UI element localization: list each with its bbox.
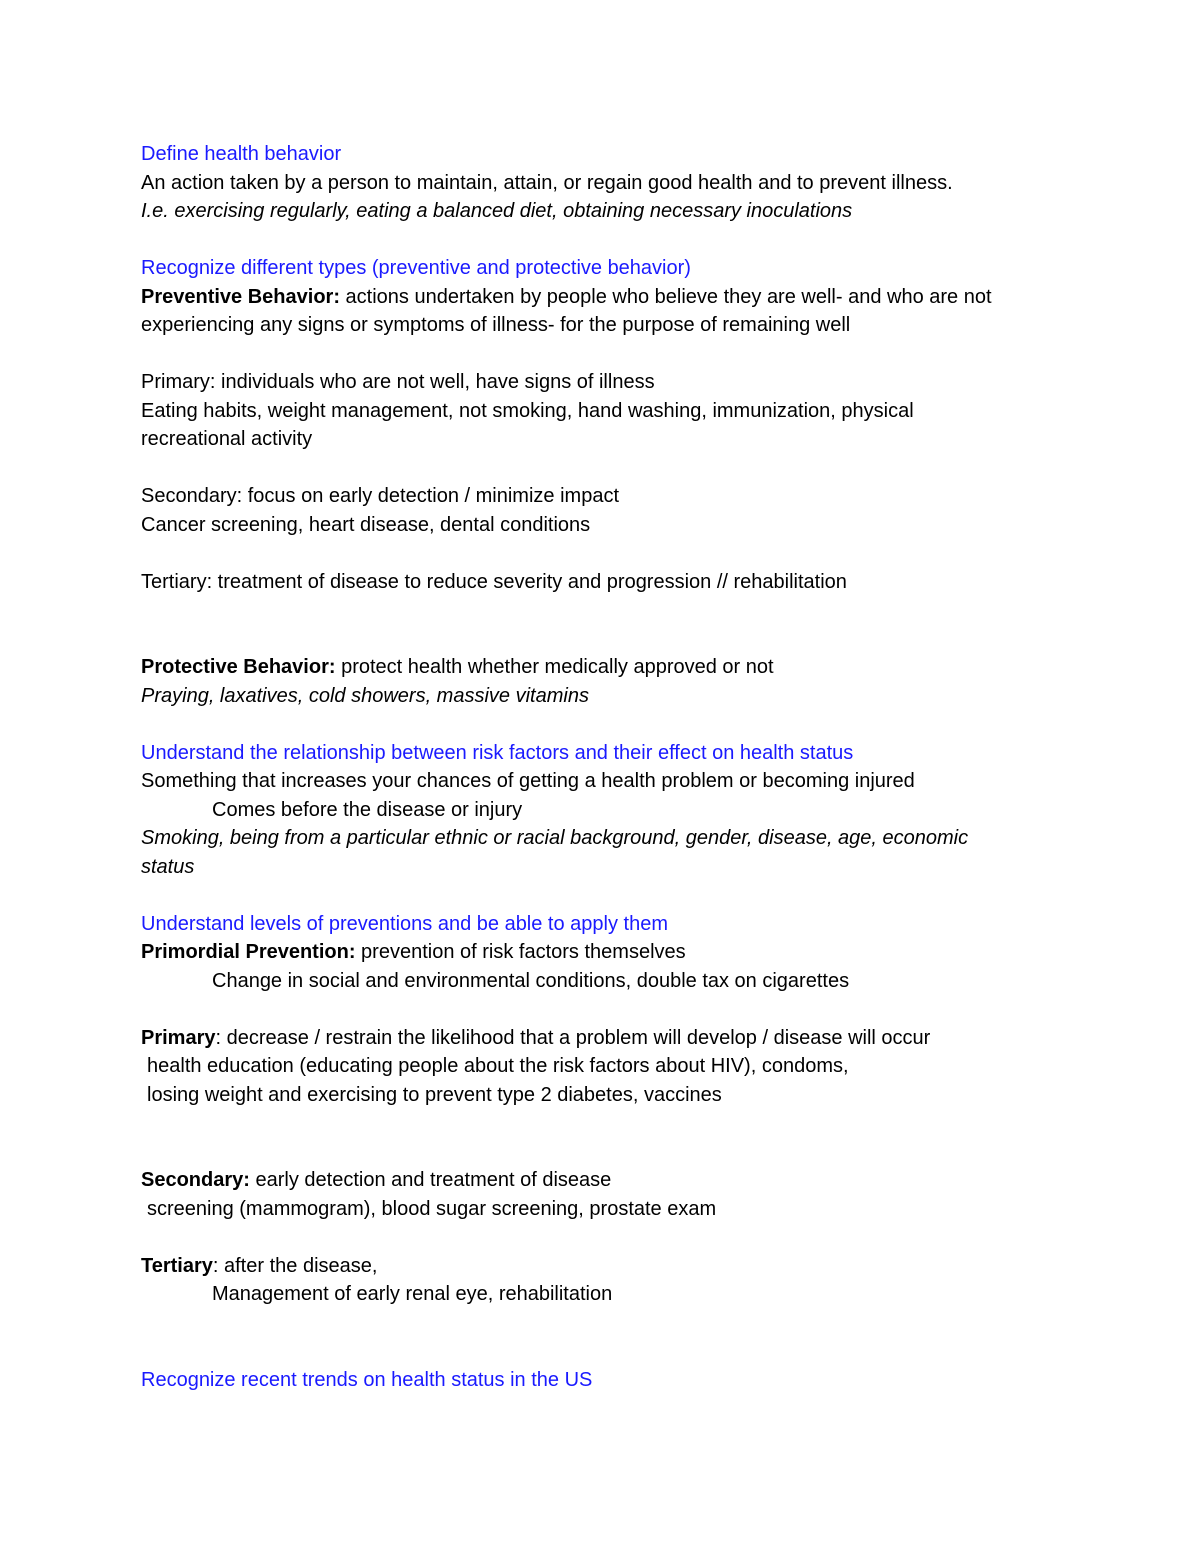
- preventive-behavior-line: [141, 283, 1091, 312]
- spacer: [141, 995, 1091, 1024]
- tertiary-prevention-line: [141, 1252, 1091, 1281]
- document-page: [141, 140, 1091, 1394]
- primary-behavior-line: Primary: individuals who are not well, have signs of illness: [141, 371, 655, 393]
- spacer: [141, 1109, 1091, 1138]
- secondary-prevention-label: Secondary:: [141, 1169, 250, 1191]
- tertiary-prevention-text: : after the disease,: [212, 1254, 378, 1277]
- tertiary-prevention-label: Tertiary: [141, 1254, 213, 1277]
- primary-prevention-line: [141, 1024, 1091, 1053]
- secondary-behavior-examples: Cancer screening, heart disease, dental conditions: [141, 513, 591, 536]
- health-behavior-definition: An action taken by a person to maintain, attain, or regain good health and to prevent illness.: [141, 171, 953, 194]
- primordial-prevention-example: Change in social and environmental conditions, double tax on cigarettes: [212, 969, 850, 992]
- primary-prevention-label: Primary: [141, 1026, 216, 1049]
- primordial-prevention-text: prevention of risk factors themselves: [355, 941, 686, 963]
- spacer: [141, 539, 1091, 568]
- preventive-behavior-label: Preventive Behavior:: [141, 285, 340, 308]
- primary-behavior-examples: Eating habits, weight management, not smoking, hand washing, immunization, physical: [141, 399, 914, 422]
- heading-health-trends: Recognize recent trends on health status in the US: [141, 1368, 593, 1391]
- spacer: [141, 625, 1091, 654]
- spacer: [141, 226, 1091, 255]
- primary-prevention-example-continued: losing weight and exercising to prevent type 2 diabetes, vaccines: [147, 1083, 722, 1106]
- secondary-prevention-line: [141, 1166, 1091, 1195]
- heading-prevention-levels: Understand levels of preventions and be able to apply them: [141, 912, 669, 935]
- spacer: [141, 710, 1091, 739]
- primary-prevention-example: health education (educating people about the risk factors about HIV), condoms,: [147, 1055, 849, 1077]
- tertiary-behavior-line: Tertiary: treatment of disease to reduce severity and progression // rehabilitation: [141, 570, 847, 593]
- risk-factors-definition: Something that increases your chances of getting a health problem or becoming injured: [141, 770, 915, 792]
- spacer: [141, 340, 1091, 369]
- risk-factors-example: Smoking, being from a particular ethnic or racial background, gender, disease, age, economic: [141, 827, 969, 849]
- spacer: [141, 454, 1091, 483]
- risk-factors-note: Comes before the disease or injury: [212, 798, 523, 821]
- risk-factors-example-continued: status: [141, 855, 195, 878]
- primary-behavior-examples-continued: recreational activity: [141, 428, 313, 450]
- spacer: [141, 1223, 1091, 1252]
- protective-behavior-text: protect health whether medically approved or not: [335, 656, 774, 678]
- health-behavior-example: I.e. exercising regularly, eating a balanced diet, obtaining necessary inoculations: [141, 200, 853, 222]
- heading-behavior-types: Recognize different types (preventive and protective behavior): [141, 257, 691, 279]
- secondary-behavior-line: Secondary: focus on early detection / minimize impact: [141, 485, 619, 507]
- primordial-prevention-line: [141, 938, 1091, 967]
- secondary-prevention-example: screening (mammogram), blood sugar screening, prostate exam: [147, 1197, 717, 1220]
- preventive-behavior-text-continued: experiencing any signs or symptoms of illness- for the purpose of remaining well: [141, 314, 851, 336]
- primary-prevention-text: : decrease / restrain the likelihood that a problem will develop / disease will occur: [215, 1026, 931, 1049]
- heading-define-health-behavior: Define health behavior: [141, 143, 342, 165]
- tertiary-prevention-example: Management of early renal eye, rehabilitation: [212, 1283, 613, 1305]
- spacer: [141, 1337, 1091, 1366]
- spacer: [141, 881, 1091, 910]
- secondary-prevention-text: early detection and treatment of disease: [249, 1169, 612, 1191]
- primordial-prevention-label: Primordial Prevention:: [141, 941, 356, 963]
- spacer: [141, 596, 1091, 625]
- protective-behavior-line: [141, 653, 1091, 682]
- spacer: [141, 1309, 1091, 1338]
- protective-behavior-example: Praying, laxatives, cold showers, massive vitamins: [141, 684, 589, 707]
- protective-behavior-label: Protective Behavior:: [141, 656, 336, 678]
- spacer: [141, 1138, 1091, 1167]
- heading-risk-factors: Understand the relationship between risk factors and their effect on health status: [141, 741, 854, 764]
- preventive-behavior-text: actions undertaken by people who believe they are well- and who are not: [339, 285, 992, 308]
